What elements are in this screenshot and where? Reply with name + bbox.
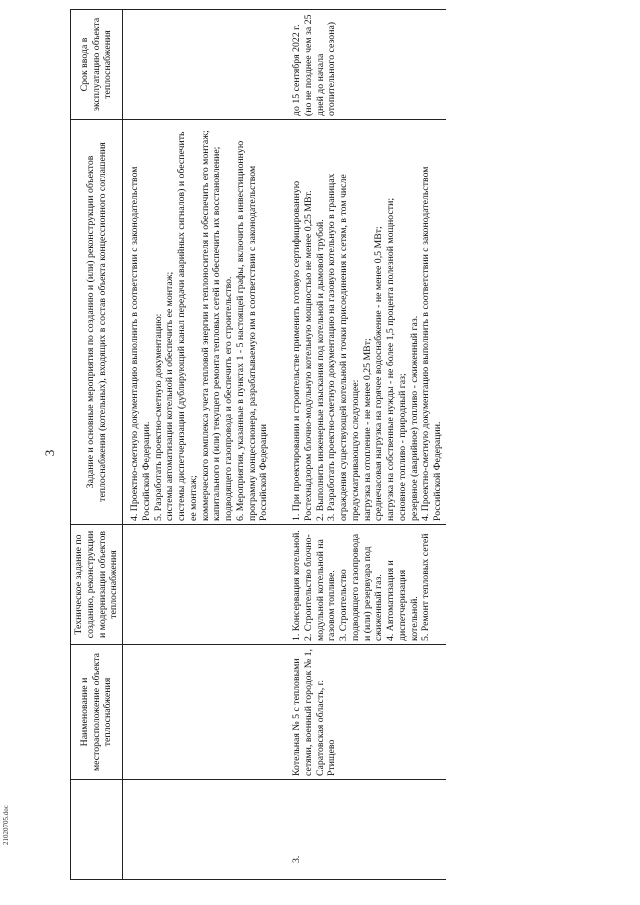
- cell-name-empty: [123, 645, 284, 780]
- task-line: 1. При проектировании и строительстве применить готовую сертифицированную Ростехнадзором блочно-модульную котельную мощностью не менее 0,25 МВт.: [291, 180, 314, 521]
- header-technical-task: Техническое задание по созданию, реконструкции и модернизации объектов теплоснабжения: [71, 525, 123, 645]
- header-object-name: Наименование и месторасположение объекта теплоснабжения: [71, 645, 123, 780]
- cell-tasks-continuation: [123, 120, 284, 525]
- cell-object-name: Котельная № 5 с тепловыми сетями, военный городок № 1, Саратовская область, г. Ртищево: [283, 645, 446, 780]
- rotated-table-container: [70, 10, 595, 880]
- cell-technical-task: [283, 525, 446, 645]
- tech-line: 3. Строительство подводящего газопровода и (или) резервуара под сжиженный газ.: [338, 533, 385, 641]
- tech-line: 2. Строительство блочно-модульной котельной на газовом топливе.: [302, 534, 338, 641]
- cell-deadline-empty: [123, 10, 284, 120]
- cell-tech-empty: [123, 525, 284, 645]
- header-tasks-and-measures: Задание и основные мероприятия по созданию и (или) реконструкции объектов теплоснабжения (котельных), входящих в состав объекта концессионного соглашения: [71, 120, 123, 525]
- header-deadline: Срок ввода в эксплуатацию объекта теплоснабжения: [71, 10, 123, 120]
- task-line: системы автоматизации котельной и обеспечить ее монтаж;: [164, 271, 176, 521]
- table-row-continuation: [123, 10, 284, 880]
- concession-objects-table: [70, 9, 446, 880]
- task-line: нагрузка на отопление - не менее 0,25 МВт;: [361, 338, 373, 521]
- page-number: 3: [42, 449, 57, 457]
- cell-number-empty: [123, 780, 284, 880]
- task-line: основное топливо - природный газ;: [396, 373, 408, 521]
- task-line: системы диспетчеризации (дублирующий канал передачи аварийных сигналов) и обеспечить ее монтаж;: [176, 131, 199, 521]
- tech-line: 5. Ремонт тепловых сетей: [420, 533, 432, 641]
- task-line: подводящего газопровода и обеспечить его строительство.: [223, 276, 234, 521]
- header-number: [71, 780, 123, 880]
- table-row: [283, 10, 446, 880]
- cell-tasks: [283, 120, 446, 525]
- cell-row-number: 3.: [283, 780, 446, 880]
- task-line: нагрузка на собственные нужды - не более 1,5 процента полезной мощности;: [385, 197, 396, 521]
- task-line: капитального и (или) текущего ремонта тепловых сетей и обеспечить их восстановление;: [211, 146, 223, 521]
- document-code: 21020705.doc: [2, 805, 10, 845]
- task-line: 3. Разработать проектно-сметную документацию на газовую котельную в границах ограждения существующей котельной и точки присоединения к сетям, в том числе предусматривающую следующее:: [326, 173, 361, 521]
- tech-line: 4. Автоматизация и диспетчеризация котельной.: [385, 560, 420, 641]
- task-line: коммерческого комплекса учета тепловой энергии и теплоносителя и обеспечить его монтаж;: [199, 130, 211, 521]
- table-header-row: [71, 10, 123, 880]
- cell-deadline: до 15 сентября 2022 г. (но не позднее чем за 25 дней до начала отопительного сезона): [283, 10, 446, 120]
- task-line: 5. Разработать проектно-сметную документацию:: [152, 313, 164, 521]
- tech-line: 1. Консервация котельной.: [291, 530, 302, 641]
- task-line: среднечасовая нагрузка на горячее водоснабжение - не менее 0,5 МВт;: [373, 226, 385, 521]
- task-line: 4. Проектно-сметную документацию выполнить в соответствии с законодательством Российской Федерации.: [129, 166, 152, 521]
- task-line: 2. Выполнить инженерные изыскания под котельной и дымовой трубой.: [314, 219, 326, 521]
- task-line: резервное (аварийное) топливо - сжиженный газ.: [408, 315, 420, 521]
- task-line: 6. Мероприятия, указанные в пунктах 1 - 5 настоящей графы, включить в инвестиционную программу концессионера, разрабатываемую им в соответствии с законодательством Российской Федерации: [234, 140, 270, 521]
- task-line: 4. Проектно-сметную документацию выполнить в соответствии с законодательством Российской Федерации.: [420, 166, 443, 521]
